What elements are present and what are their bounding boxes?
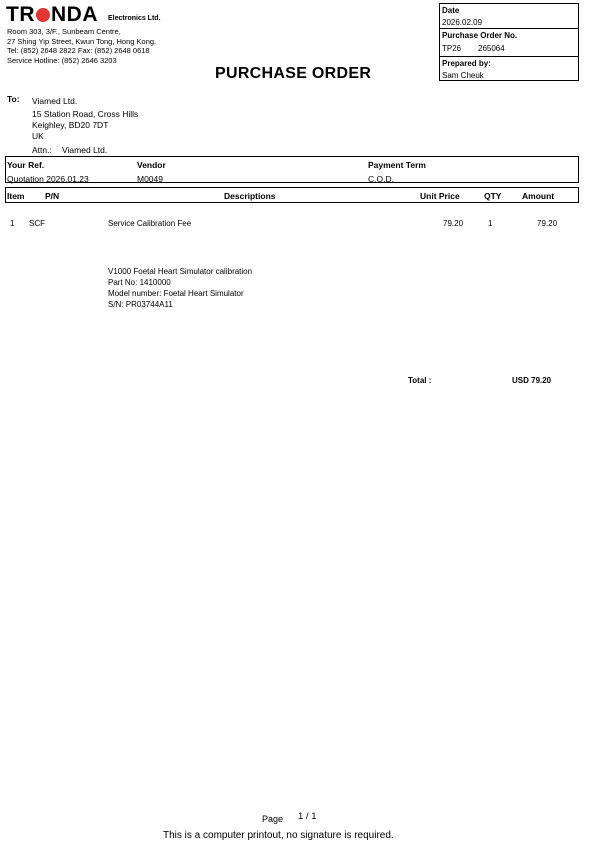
prepared-by-value: Sam Cheuk [442, 71, 484, 80]
detail-line: Model number: Foetal Heart Simulator [108, 289, 244, 298]
recipient-name: Viamed Ltd. [32, 96, 78, 106]
attn-label: Attn.: [32, 145, 52, 155]
column-header-descriptions: Descriptions [224, 191, 276, 201]
reference-box [5, 156, 579, 183]
payment-term-value: C.O.D. [368, 174, 394, 184]
attn-value: Viamed Ltd. [62, 145, 108, 155]
cell-pn: SCF [29, 219, 45, 228]
detail-line: S/N: PR03744A11 [108, 300, 173, 309]
po-number-label: Purchase Order No. [442, 31, 518, 40]
po-prefix-value: TP26 [442, 44, 462, 53]
page-title: PURCHASE ORDER [215, 65, 372, 82]
logo-dot-icon [36, 8, 50, 22]
your-ref-label: Your Ref. [7, 160, 45, 170]
logo-text-start: TR [6, 3, 35, 26]
recipient-address-line: Keighley, BD20 7DT [32, 120, 109, 130]
prepared-by-label: Prepared by: [442, 59, 491, 68]
company-address-line: Room 303, 3/F., Sunbeam Centre, [7, 27, 121, 36]
column-header-pn: P/N [45, 191, 60, 201]
items-table-header [5, 187, 579, 203]
column-header-qty: QTY [484, 191, 502, 201]
company-address-line: 27 Shing Yip Street, Kwun Tong, Hong Kong. [7, 37, 157, 46]
column-header-amount: Amount [522, 191, 555, 201]
cell-qty: 1 [488, 219, 493, 228]
po-number-value: 265064 [478, 44, 505, 53]
cell-description: Service Calibration Fee [108, 219, 192, 228]
detail-line: Part No: 1410000 [108, 278, 171, 287]
to-label: To: [7, 94, 20, 104]
reference-underline [6, 182, 406, 183]
vendor-value: M0049 [137, 174, 163, 184]
company-hotline-line: Service Hotline: (852) 2646 3203 [7, 56, 117, 65]
page-label: Page [262, 814, 284, 824]
logo-text-end: NDA [51, 3, 98, 26]
column-header-item: Item [7, 191, 25, 201]
page-number: 1 / 1 [298, 811, 317, 822]
total-label: Total : [408, 376, 432, 385]
recipient-country: UK [32, 131, 44, 141]
prepared-by-row [440, 56, 578, 81]
footer-note: This is a computer printout, no signature is required. [163, 830, 394, 841]
vendor-label: Vendor [137, 160, 166, 170]
cell-item: 1 [10, 219, 15, 228]
date-value: 2026.02.09 [442, 18, 483, 27]
order-info-box [439, 3, 579, 81]
company-contact-line: Tel: (852) 2648 2822 Fax: (852) 2648 0618 [7, 46, 150, 55]
detail-line: V1000 Foetal Heart Simulator calibration [108, 267, 253, 276]
total-value: USD 79.20 [512, 376, 552, 385]
po-number-row [440, 28, 578, 56]
column-header-unit-price: Unit Price [420, 191, 460, 201]
recipient-address-line: 15 Station Road, Cross Hills [32, 109, 139, 119]
cell-unit-price: 79.20 [443, 219, 464, 228]
company-logo [6, 4, 98, 25]
date-label: Date [442, 6, 460, 15]
cell-amount: 79.20 [537, 219, 558, 228]
your-ref-value: Quotation 2026.01.23 [7, 174, 89, 184]
logo-subtitle: Electronics Ltd. [108, 15, 161, 22]
payment-term-label: Payment Term [368, 160, 426, 170]
